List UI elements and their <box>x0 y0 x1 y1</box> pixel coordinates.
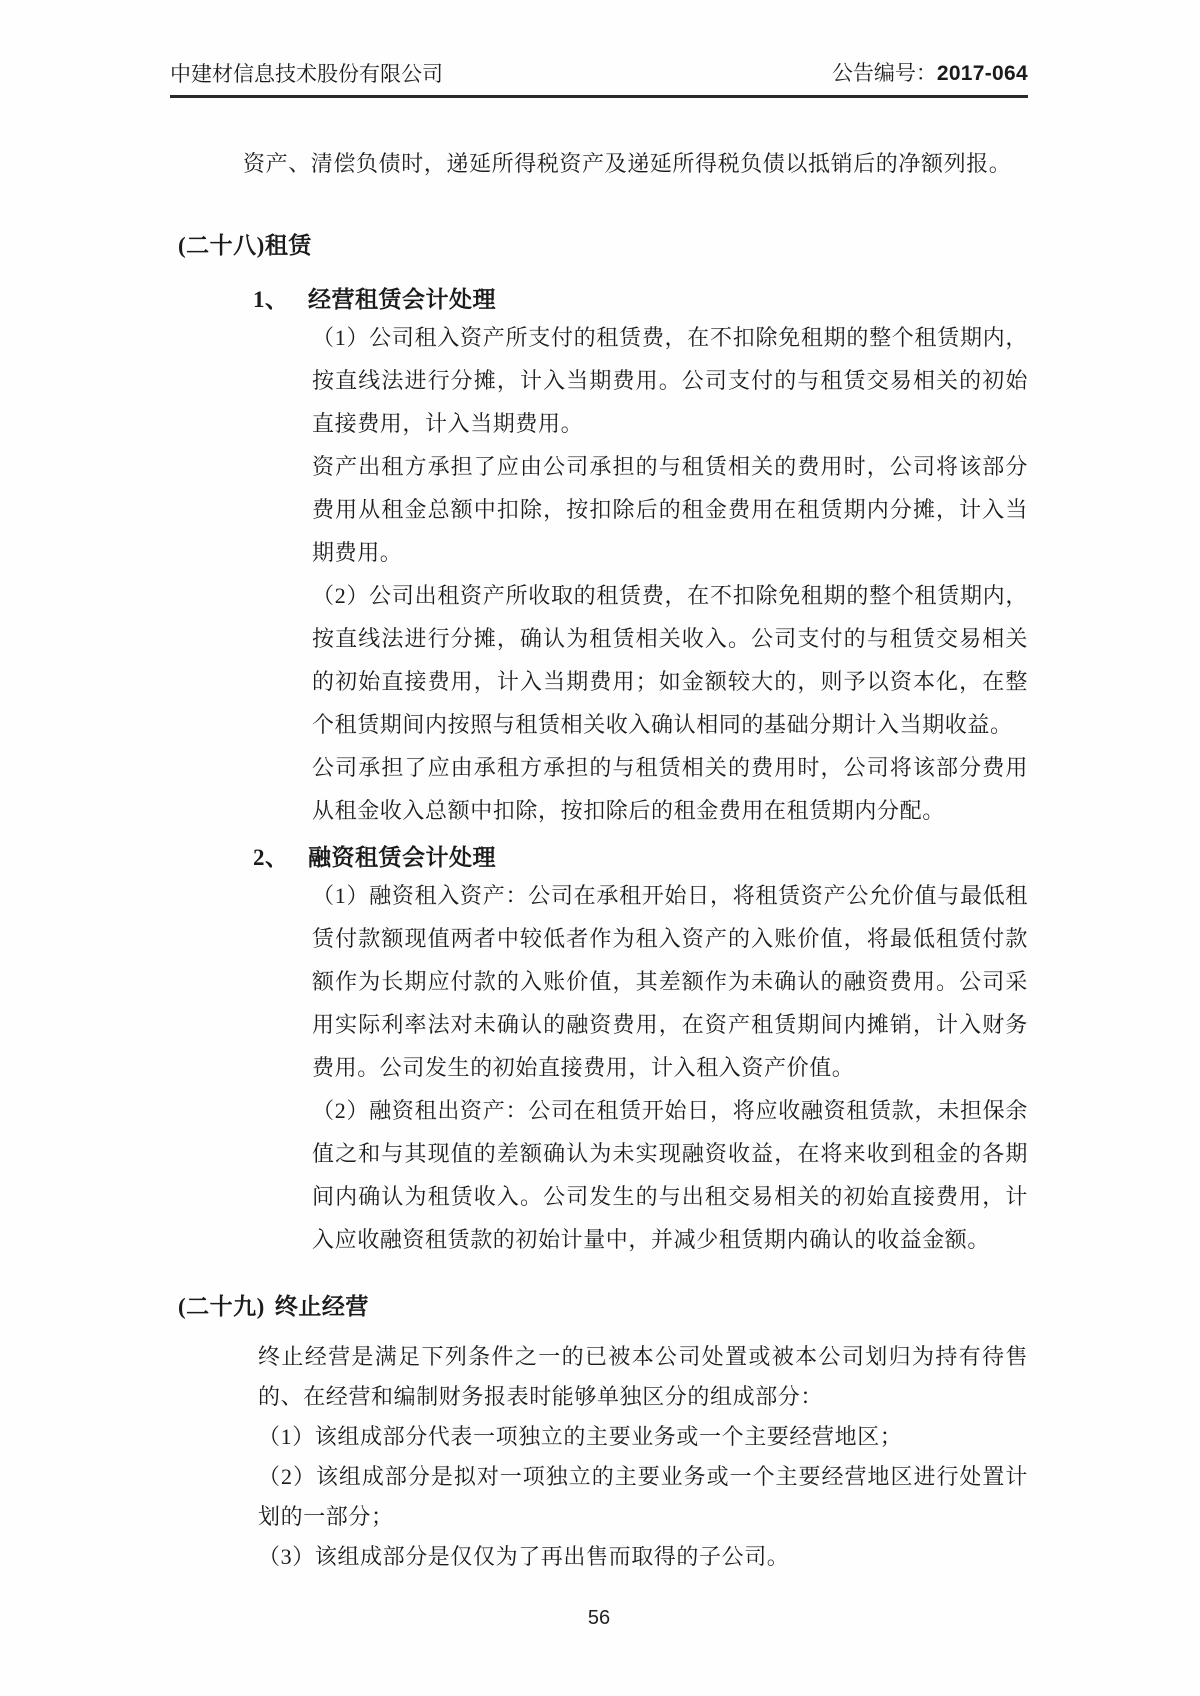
section-29-title <box>178 1291 1028 1323</box>
announcement-number-value: 2017-064 <box>936 62 1028 85</box>
paragraph: 资产出租方承担了应由公司承担的与租赁相关的费用时，公司将该部分费用从租金总额中扣除，按扣除后的租金费用在租赁期内分摊，计入当期费用。 <box>312 454 1028 565</box>
list-item: （2）该组成部分是拟对一项独立的主要业务或一个主要经营地区进行处置计划的一部分； <box>258 1464 1028 1529</box>
section-29-title-text: 终止经营 <box>274 1294 369 1319</box>
item-1-number: 1、 <box>253 287 289 312</box>
item-2-body <box>312 874 1028 1261</box>
paragraph: （1）融资租入资产：公司在承租开始日，将租赁资产公允价值与最低租赁付款额现值两者中较低者作为租入资产的入账价值，将最低租赁付款额作为长期应付款的入账价值，其差额作为未确认的融资费用。公司采用实际利率法对未确认的融资费用，在资产租赁期间内摊销，计入财务费用。公司发生的初始直接费用，计入租入资产价值。 <box>312 883 1028 1080</box>
header-rule <box>170 95 1028 98</box>
paragraph: （1）公司租入资产所支付的租赁费，在不扣除免租期的整个租赁期内，按直线法进行分摊，计入当期费用。公司支付的与租赁交易相关的初始直接费用，计入当期费用。 <box>312 325 1028 436</box>
item-2-number: 2、 <box>253 845 289 870</box>
announcement-number <box>832 58 1028 89</box>
paragraph: 终止经营是满足下列条件之一的已被本公司处置或被本公司划归为持有待售的、在经营和编制财务报表时能够单独区分的组成部分： <box>258 1344 1028 1409</box>
item-2-heading <box>253 842 1028 874</box>
content-column <box>170 0 1028 1630</box>
item-1-title: 经营租赁会计处理 <box>308 287 496 312</box>
page-header <box>170 0 1028 89</box>
page-number: 56 <box>587 1607 611 1629</box>
section-28-title: (二十八)租赁 <box>178 233 312 258</box>
item-1-heading <box>253 284 1028 316</box>
list-item: （1）该组成部分代表一项独立的主要业务或一个主要经营地区； <box>258 1424 903 1449</box>
paragraph: （2）公司出租资产所收取的租赁费，在不扣除免租期的整个租赁期内，按直线法进行分摊，确认为租赁相关收入。公司支付的与租赁交易相关的初始直接费用，计入当期费用；如金额较大的，则予以资本化，在整个租赁期间内按照与租赁相关收入确认相同的基础分期计入当期收益。 <box>312 583 1028 737</box>
section-29-number: (二十九) <box>178 1294 265 1319</box>
paragraph: 公司承担了应由承租方承担的与租赁相关的费用时，公司将该部分费用从租金收入总额中扣除，按扣除后的租金费用在租赁期内分配。 <box>312 755 1028 823</box>
paragraph: （2）融资租出资产：公司在租赁开始日，将应收融资租赁款，未担保余值之和与其现值的差额确认为未实现融资收益，在将来收到租金的各期间内确认为租赁收入。公司发生的与出租交易相关的初始直接费用，计入应收融资租赁款的初始计量中，并减少租赁期内确认的收益金额。 <box>312 1098 1028 1252</box>
company-name: 中建材信息技术股份有限公司 <box>170 62 443 86</box>
list-item: （3）该组成部分是仅仅为了再出售而取得的子公司。 <box>258 1544 790 1569</box>
section-29-body <box>258 1337 1028 1577</box>
announcement-number-label: 公告编号： <box>831 61 937 85</box>
item-2-title: 融资租赁会计处理 <box>308 845 496 870</box>
lead-paragraph: 资产、清偿负债时，递延所得税资产及递延所得税负债以抵销后的净额列报。 <box>243 151 1012 176</box>
item-1-body <box>312 316 1028 832</box>
